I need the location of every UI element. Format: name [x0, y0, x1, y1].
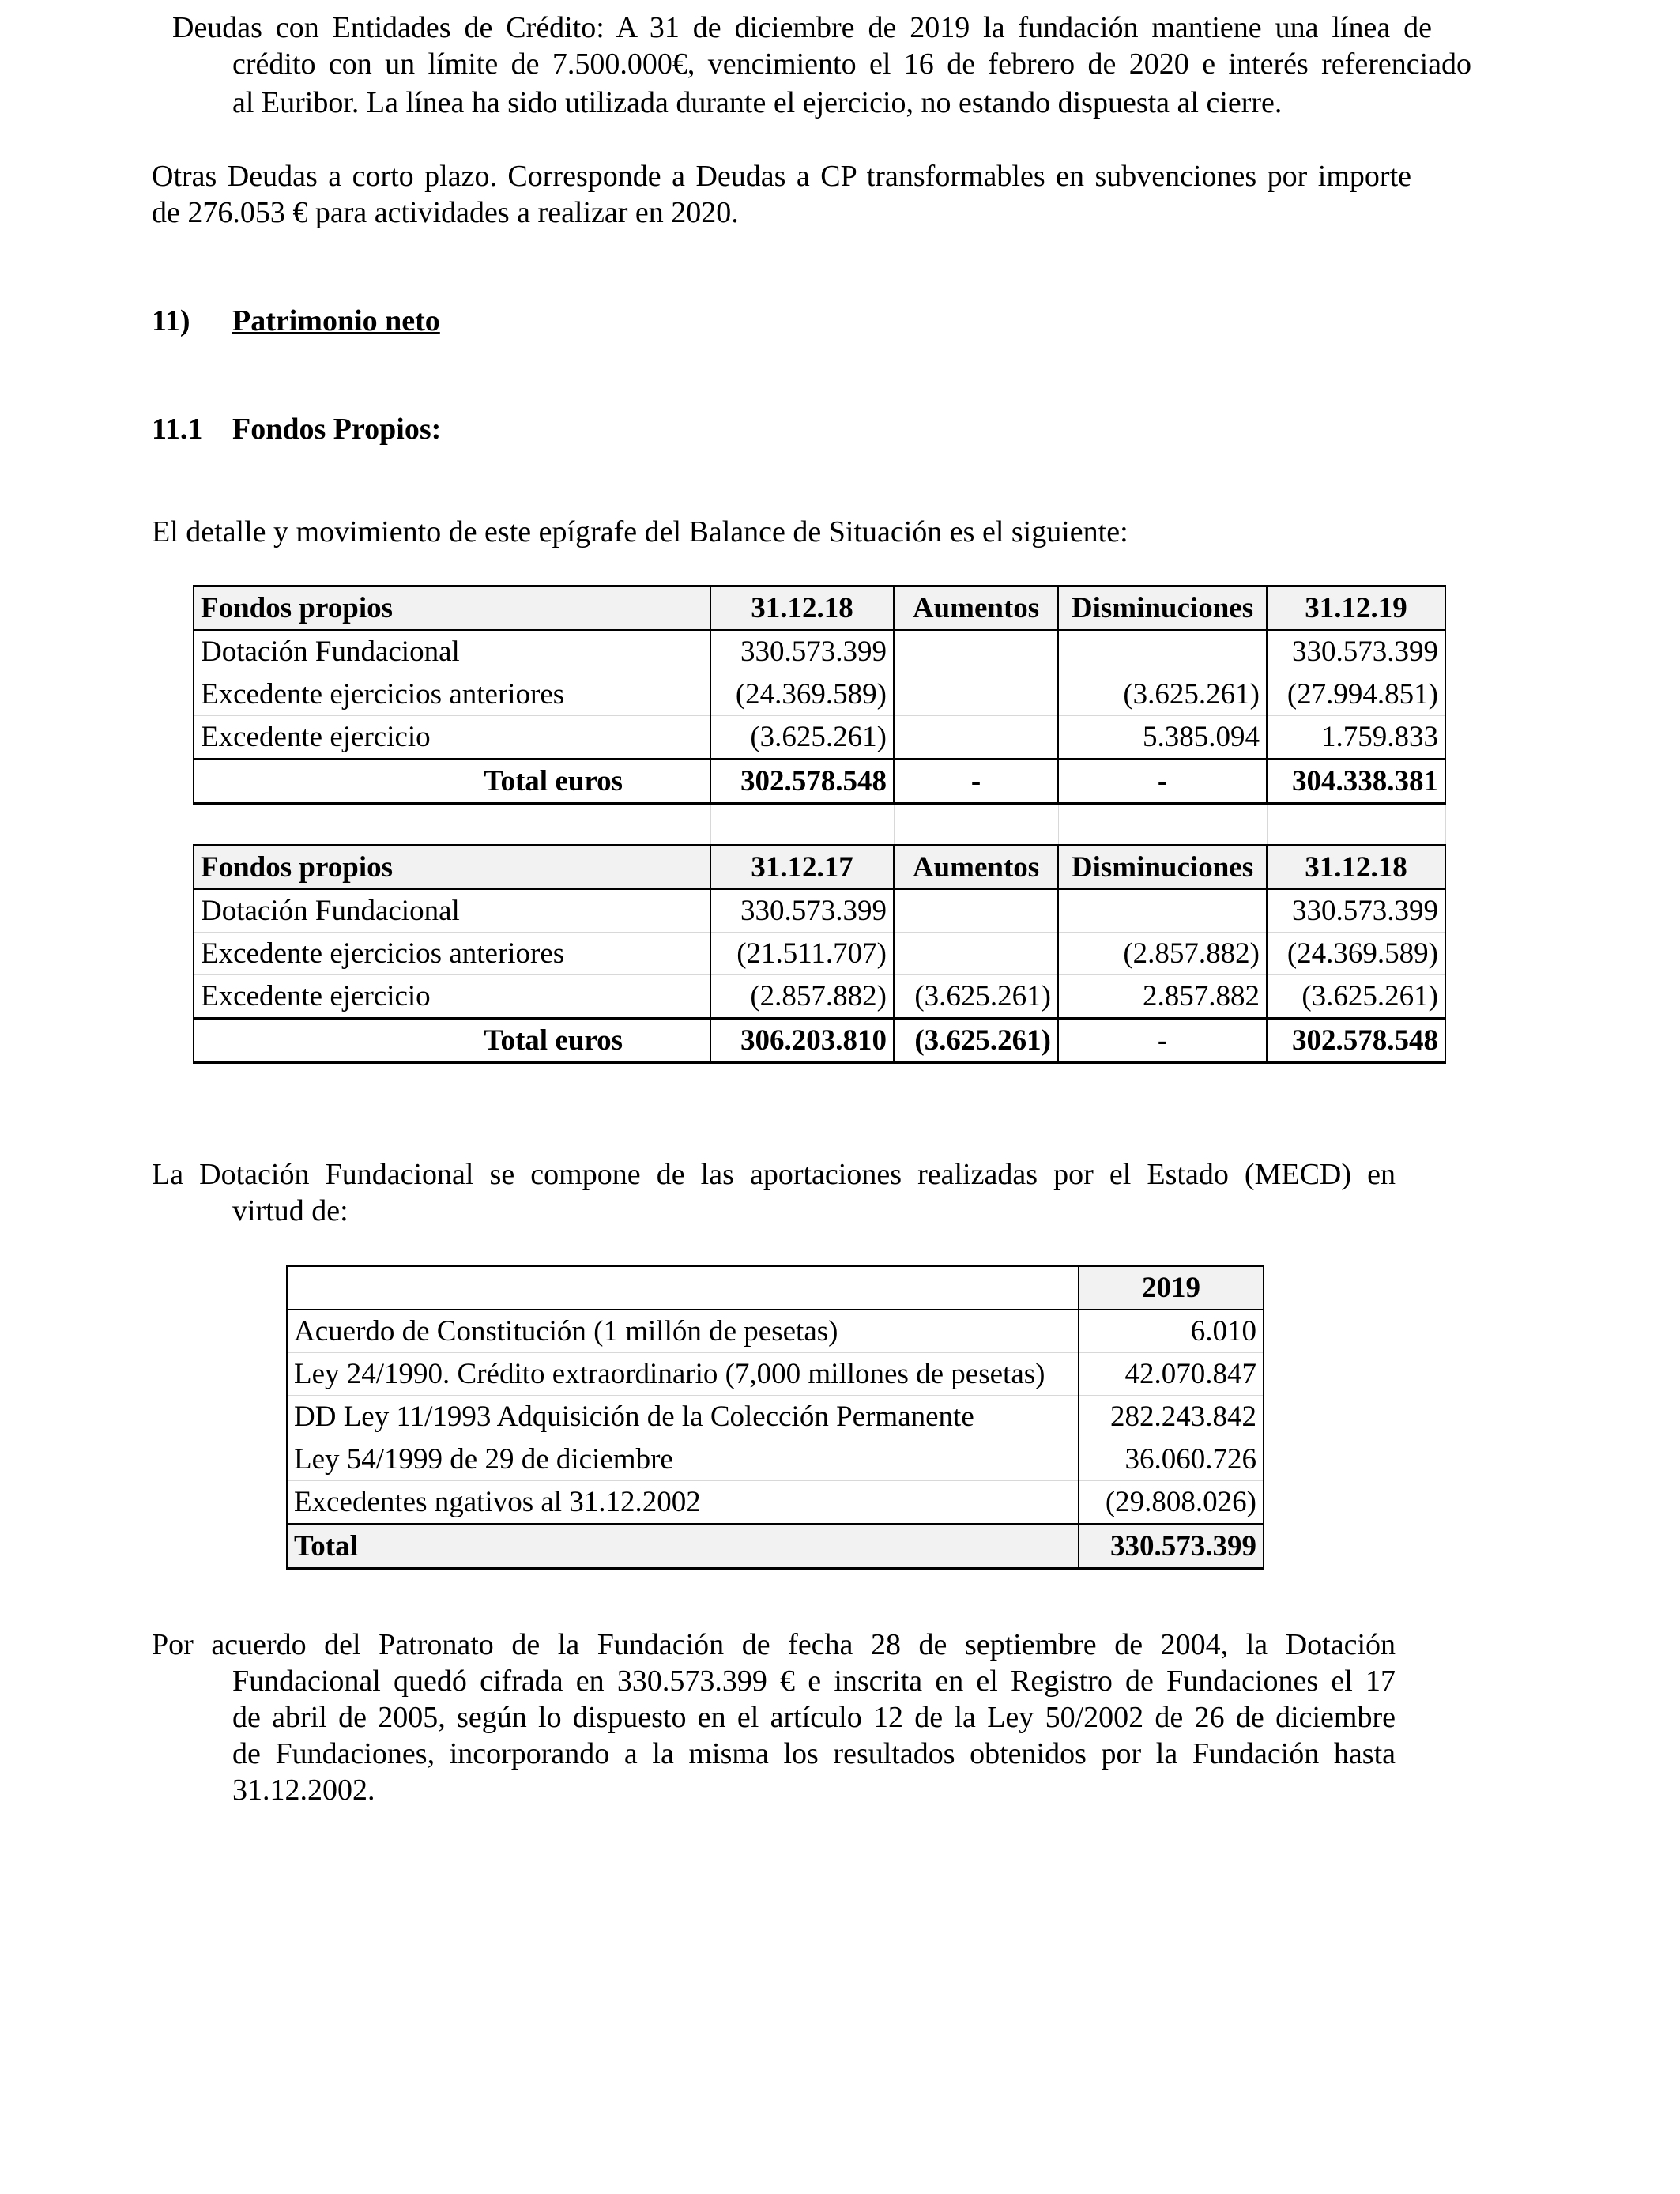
table-cell: [894, 889, 1058, 933]
spacer-cell: [194, 804, 710, 846]
table-header-row: [194, 846, 1445, 890]
subsection-title: Fondos Propios:: [232, 413, 442, 446]
table-cell: 330.573.399: [710, 630, 894, 673]
table-cell: 42.070.847: [1079, 1353, 1264, 1396]
table-cell: [1058, 889, 1267, 933]
table-cell: 36.060.726: [1079, 1438, 1264, 1481]
dotacion-fundacional-table: [286, 1265, 1264, 1570]
table-cell: (24.369.589): [710, 673, 894, 716]
table-cell: (2.857.882): [1058, 933, 1267, 975]
row-label: Excedente ejercicio: [194, 716, 710, 760]
paragraph-dotacion-intro: [152, 1156, 1396, 1229]
table-cell: (3.625.261): [894, 975, 1058, 1019]
table-cell: 282.243.842: [1079, 1396, 1264, 1438]
table-header-row: [194, 586, 1445, 631]
table-total-row: [287, 1525, 1264, 1569]
table-cell: (3.625.261): [1267, 975, 1445, 1019]
table-row: [194, 716, 1445, 760]
table-cell: (27.994.851): [1267, 673, 1445, 716]
table-cell: 330.573.399: [1267, 630, 1445, 673]
paragraph-line: al Euribor. La línea ha sido utilizada durante el ejercicio, no estando dispuesta al cierre.: [232, 86, 1283, 119]
paragraph-line: Fundacional quedó cifrada en 330.573.399 € e inscrita en el Registro de Fundaciones el 17: [232, 1664, 1396, 1698]
header-cell-year: 2019: [1079, 1266, 1264, 1310]
table-cell: [894, 673, 1058, 716]
spacer-cell: [1058, 804, 1267, 846]
table-row: [194, 933, 1445, 975]
table-cell: (3.625.261): [1058, 673, 1267, 716]
table-cell: (21.511.707): [710, 933, 894, 975]
table-cell: 6.010: [1079, 1310, 1264, 1353]
total-label: Total: [287, 1525, 1079, 1569]
paragraph-line: Por acuerdo del Patronato de la Fundación de fecha 28 de septiembre de 2004, la Dotación: [152, 1628, 1396, 1661]
row-label: Ley 54/1999 de 29 de diciembre: [287, 1438, 1079, 1481]
header-cell: Aumentos: [894, 586, 1058, 631]
header-cell: Fondos propios: [194, 586, 710, 631]
table-cell: (2.857.882): [710, 975, 894, 1019]
paragraph-line: La Dotación Fundacional se compone de las aportaciones realizadas por el Estado (MECD) en: [152, 1158, 1396, 1191]
table-cell: [1058, 630, 1267, 673]
table-row: [287, 1438, 1264, 1481]
table-cell: [894, 716, 1058, 760]
spacer-cell: [894, 804, 1058, 846]
table-cell: [894, 933, 1058, 975]
table-row: [287, 1310, 1264, 1353]
table-cell: 1.759.833: [1267, 716, 1445, 760]
total-cell: -: [1058, 1019, 1267, 1063]
row-label: Dotación Fundacional: [194, 889, 710, 933]
paragraph-line: Otras Deudas a corto plazo. Corresponde a Deudas a CP transformables en subvenciones por importe: [152, 160, 1411, 193]
total-cell: 302.578.548: [1267, 1019, 1445, 1063]
header-cell: Disminuciones: [1058, 846, 1267, 890]
table-total-row: [194, 1019, 1445, 1063]
paragraph-line: virtud de:: [232, 1194, 348, 1227]
total-cell: 306.203.810: [710, 1019, 894, 1063]
header-cell: 31.12.18: [1267, 846, 1445, 890]
table-row: [194, 975, 1445, 1019]
paragraph-acuerdo-patronato: [152, 1627, 1396, 1808]
table-row: [194, 889, 1445, 933]
table-cell: [894, 630, 1058, 673]
total-cell: 330.573.399: [1079, 1525, 1264, 1569]
section-number: 11): [152, 304, 190, 337]
header-cell: 31.12.18: [710, 586, 894, 631]
total-cell: -: [1058, 760, 1267, 804]
section-title: Patrimonio neto: [232, 304, 440, 337]
row-label: Excedente ejercicio: [194, 975, 710, 1019]
paragraph-line: El detalle y movimiento de este epígrafe del Balance de Situación es el siguiente:: [152, 515, 1128, 548]
total-cell: 302.578.548: [710, 760, 894, 804]
table-total-row: [194, 760, 1445, 804]
paragraph-otras-deudas: [152, 158, 1411, 231]
table-row: [287, 1481, 1264, 1525]
row-label: Dotación Fundacional: [194, 630, 710, 673]
total-label: Total euros: [194, 760, 710, 804]
table-cell: 2.857.882: [1058, 975, 1267, 1019]
paragraph-line: crédito con un límite de 7.500.000€, vencimiento el 16 de febrero de 2020 e interés referenciado: [232, 47, 1471, 81]
header-cell: Fondos propios: [194, 846, 710, 890]
row-label: Ley 24/1990. Crédito extraordinario (7,000 millones de pesetas): [287, 1353, 1079, 1396]
header-cell: Disminuciones: [1058, 586, 1267, 631]
paragraph-deudas-entidades-credito: [152, 9, 1492, 123]
paragraph-line: de abril de 2005, según lo dispuesto en el artículo 12 de la Ley 50/2002 de 26 de diciembre: [232, 1701, 1396, 1734]
table-spacer-row: [194, 804, 1445, 846]
paragraph-line: 31.12.2002.: [232, 1774, 375, 1807]
paragraph-detalle-intro: [152, 514, 1411, 550]
table-cell: (29.808.026): [1079, 1481, 1264, 1525]
section-heading-patrimonio-neto: [152, 303, 440, 339]
paragraph-line: de Fundaciones, incorporando a la misma los resultados obtenidos por la Fundación hasta: [232, 1737, 1396, 1770]
table-row: [287, 1396, 1264, 1438]
header-cell: [287, 1266, 1079, 1310]
header-cell: 31.12.17: [710, 846, 894, 890]
row-label: Excedente ejercicios anteriores: [194, 673, 710, 716]
row-label: DD Ley 11/1993 Adquisición de la Colección Permanente: [287, 1396, 1079, 1438]
table-cell: (24.369.589): [1267, 933, 1445, 975]
total-cell: -: [894, 760, 1058, 804]
spacer-cell: [1267, 804, 1445, 846]
table-row: [194, 630, 1445, 673]
row-label: Excedente ejercicios anteriores: [194, 933, 710, 975]
row-label: Excedentes ngativos al 31.12.2002: [287, 1481, 1079, 1525]
fondos-propios-table: [193, 585, 1446, 1064]
table-row: [194, 673, 1445, 716]
spacer-cell: [710, 804, 894, 846]
paragraph-line: de 276.053 € para actividades a realizar en 2020.: [152, 196, 739, 229]
table-header-row: [287, 1266, 1264, 1310]
total-cell: (3.625.261): [894, 1019, 1058, 1063]
table-cell: 330.573.399: [710, 889, 894, 933]
table-cell: (3.625.261): [710, 716, 894, 760]
header-cell: Aumentos: [894, 846, 1058, 890]
paragraph-line: Deudas con Entidades de Crédito: A 31 de diciembre de 2019 la fundación mantiene una línea de: [172, 11, 1432, 44]
row-label: Acuerdo de Constitución (1 millón de pesetas): [287, 1310, 1079, 1353]
table-cell: 5.385.094: [1058, 716, 1267, 760]
subsection-number: 11.1: [152, 413, 203, 446]
table-cell: 330.573.399: [1267, 889, 1445, 933]
header-cell: 31.12.19: [1267, 586, 1445, 631]
table-row: [287, 1353, 1264, 1396]
total-cell: 304.338.381: [1267, 760, 1445, 804]
subsection-heading-fondos-propios: [152, 411, 441, 447]
total-label: Total euros: [194, 1019, 710, 1063]
